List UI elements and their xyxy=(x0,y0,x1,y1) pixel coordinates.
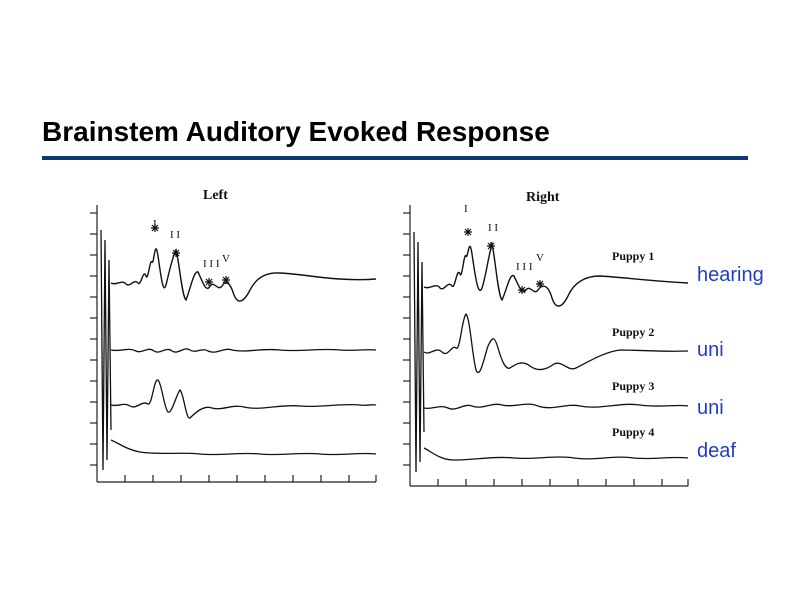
left-peak-ii-label: I I xyxy=(170,229,181,241)
classification-uni-1: uni xyxy=(697,339,724,361)
classification-hearing: hearing xyxy=(697,264,764,286)
classification-deaf: deaf xyxy=(697,440,736,462)
puppy-1-label: Puppy 1 xyxy=(612,249,655,263)
left-y-ticks xyxy=(90,213,97,465)
right-panel-axes xyxy=(403,205,688,486)
slide-title: Brainstem Auditory Evoked Response xyxy=(42,116,550,147)
right-peak-iii-label: I I I xyxy=(516,261,533,273)
left-peak-v-label: V xyxy=(222,253,230,265)
right-y-ticks xyxy=(403,213,410,465)
left-trace-puppy-1 xyxy=(111,249,376,301)
right-x-ticks xyxy=(438,479,688,486)
right-panel-heading: Right xyxy=(526,190,560,205)
left-trace-puppy-4 xyxy=(111,440,376,455)
left-peak-iii-label: I I I xyxy=(203,258,220,270)
classification-uni-2: uni xyxy=(697,397,724,419)
puppy-2-label: Puppy 2 xyxy=(612,325,655,339)
left-trace-puppy-2 xyxy=(111,349,376,352)
right-trace-puppy-4 xyxy=(424,448,688,460)
left-panel-axes xyxy=(90,205,376,482)
puppy-3-label: Puppy 3 xyxy=(612,379,655,393)
left-panel-heading: Left xyxy=(203,188,228,203)
right-peak-v-label: V xyxy=(536,252,544,264)
left-peak-i-label: I xyxy=(153,218,157,230)
right-stimulus-artifact xyxy=(414,232,424,472)
right-trace-puppy-2 xyxy=(424,314,688,373)
left-peak-markers xyxy=(151,224,230,286)
right-trace-puppy-3 xyxy=(424,404,688,409)
left-x-ticks xyxy=(125,475,376,482)
right-peak-ii-label: I I xyxy=(488,222,499,234)
left-stimulus-artifact xyxy=(101,230,111,470)
left-trace-puppy-3 xyxy=(111,380,376,418)
right-peak-i-label: I xyxy=(464,203,468,215)
puppy-4-label: Puppy 4 xyxy=(612,425,655,439)
